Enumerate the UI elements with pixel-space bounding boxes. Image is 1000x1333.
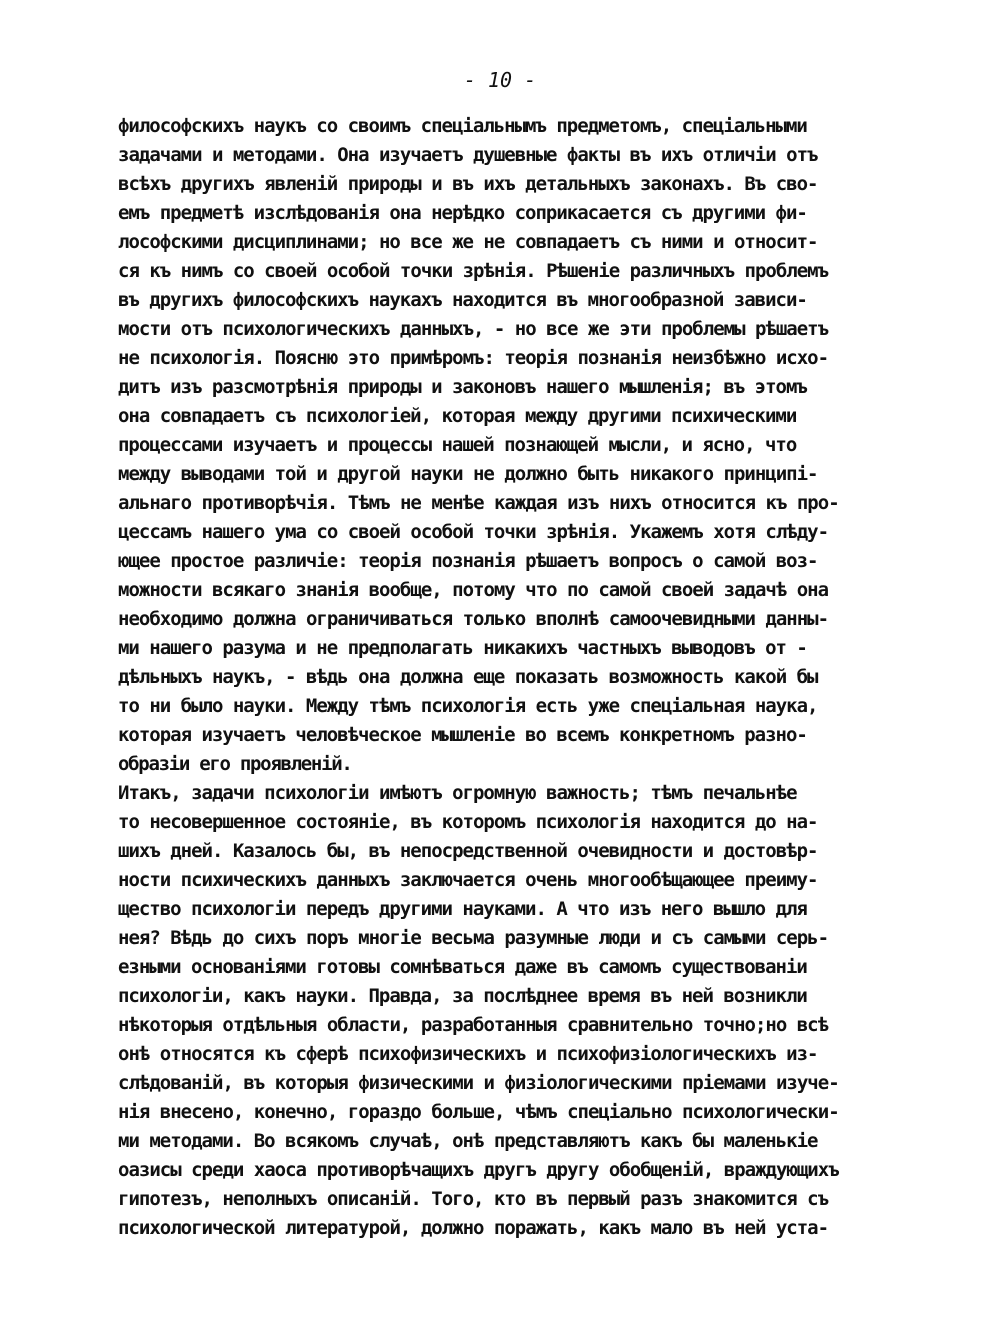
text-line: то ни было науки. Между тѣмъ психологія есть уже спеціальная наука, [118, 695, 818, 717]
text-line: Итакъ, задачи психологіи имѣютъ огромную важность; тѣмъ печальнѣе [118, 782, 797, 804]
text-line: щество психологіи передъ другими науками. А что изъ него вышло для [118, 898, 807, 920]
body-text [118, 112, 918, 1243]
paragraph-1 [118, 112, 918, 779]
text-line: въ другихъ философскихъ наукахъ находится въ многообразной зависи- [118, 289, 807, 311]
text-line: дитъ изъ разсмотрѣнія природы и законовъ нашего мышленія; въ этомъ [118, 376, 807, 398]
text-line: шихъ дней. Казалось бы, въ непосредственной очевидности и достовѣр- [118, 840, 818, 862]
text-line: необходимо должна ограничиваться только вполнѣ самоочевидными данны- [118, 608, 829, 630]
text-line: ми нашего разума и не предполагать никакихъ частныхъ выводовъ от - [118, 637, 807, 659]
text-line: нея? Вѣдь до сихъ поръ многіе весьма разумные люди и съ самыми серь- [118, 927, 829, 949]
text-line: езными основаніями готовы сомнѣваться даже въ самомъ существованіи [118, 956, 807, 978]
text-line: ми методами. Во всякомъ случаѣ, онѣ представляютъ какъ бы маленькіе [118, 1130, 818, 1152]
text-line: ющее простое различіе: теорія познанія рѣшаетъ вопросъ о самой воз- [118, 550, 818, 572]
text-line: дѣльныхъ наукъ, - вѣдь она должна еще показать возможность какой бы [118, 666, 818, 688]
text-line: можности всякаго знанія вообще, потому что по самой своей задачѣ она [118, 579, 829, 601]
text-line: всѣхъ другихъ явленій природы и въ ихъ детальныхъ законахъ. Въ сво- [118, 173, 818, 195]
text-line: оазисы среди хаоса противорѣчащихъ другъ другу обобщеній, враждующихъ [118, 1159, 839, 1181]
text-line: альнаго противорѣчія. Тѣмъ не менѣе каждая изъ нихъ относится къ про- [118, 492, 839, 514]
text-line: онѣ относятся къ сферѣ психофизическихъ и психофизіологическихъ из- [118, 1043, 818, 1065]
text-line: гипотезъ, неполныхъ описаній. Того, кто въ первый разъ знакомится съ [118, 1188, 829, 1210]
paragraph-2 [118, 779, 918, 1243]
text-line: нѣкоторыя отдѣльныя области, разработанныя сравнительно точно;но всѣ [118, 1014, 829, 1036]
text-line: ности психическихъ данныхъ заключается очень многообѣщающее преиму- [118, 869, 818, 891]
text-line: задачами и методами. Она изучаетъ душевные факты въ ихъ отличіи отъ [118, 144, 818, 166]
text-line: то несовершенное состояніе, въ которомъ психологія находится до на- [118, 811, 818, 833]
text-line: не психологія. Поясню это примѣромъ: теорія познанія неизбѣжно исхо- [118, 347, 829, 369]
text-line: мости отъ психологическихъ данныхъ, - но все же эти проблемы рѣшаетъ [118, 318, 829, 340]
text-line: которая изучаетъ человѣческое мышленіе во всемъ конкретномъ разно- [118, 724, 807, 746]
text-line: образіи его проявленій. [118, 753, 352, 775]
text-line: емъ предметѣ изслѣдованія она нерѣдко соприкасается съ другими фи- [118, 202, 807, 224]
text-line: психологіи, какъ науки. Правда, за послѣднее время въ ней возникли [118, 985, 807, 1007]
text-line: нія внесено, конечно, гораздо больше, чѣмъ спеціально психологически- [118, 1101, 839, 1123]
text-line: цессамъ нашего ума со своей особой точки зрѣнія. Укажемъ хотя слѣду- [118, 521, 829, 543]
page-number: - 10 - [463, 68, 537, 92]
text-line: между выводами той и другой науки не должно быть никакого принципі- [118, 463, 818, 485]
text-line: философскихъ наукъ со своимъ спеціальнымъ предметомъ, спеціальными [118, 115, 807, 137]
text-line: процессами изучаетъ и процессы нашей познающей мысли, и ясно, что [118, 434, 797, 456]
text-line: ся къ нимъ со своей особой точки зрѣнія. Рѣшеніе различныхъ проблемъ [118, 260, 829, 282]
text-line: лософскими дисциплинами; но все же не совпадаетъ съ ними и относит- [118, 231, 818, 253]
text-line: слѣдованій, въ которыя физическими и физіологическими пріемами изуче- [118, 1072, 839, 1094]
text-line: психологической литературой, должно поражать, какъ мало въ ней уста- [118, 1217, 829, 1239]
text-line: она совпадаетъ съ психологіей, которая между другими психическими [118, 405, 797, 427]
